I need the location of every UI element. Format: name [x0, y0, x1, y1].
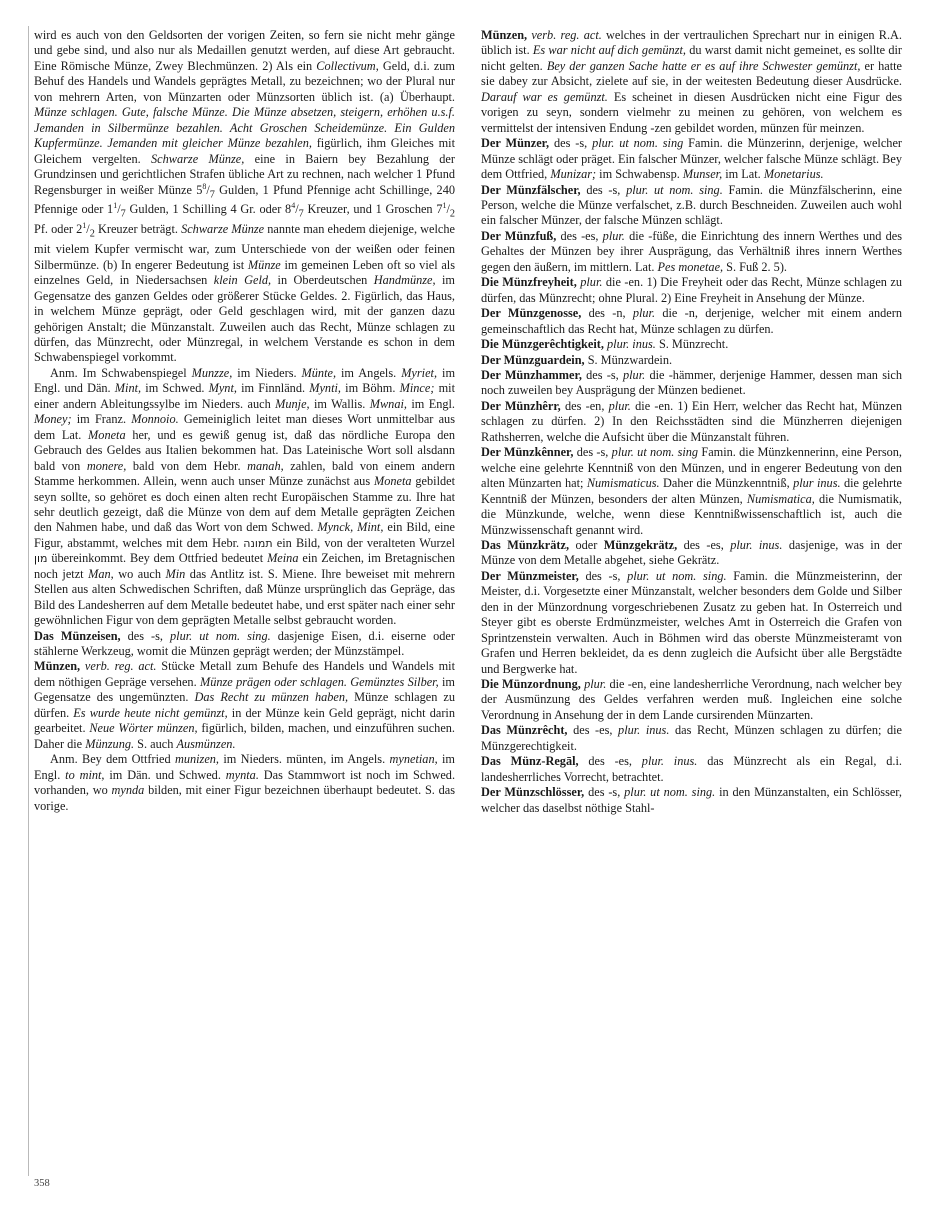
entry-muenzeisen: Das Münzeisen, des -s, plur. ut nom. sing. dasjenige Eisen, d.i. eiserne oder stählerne Werkzeug, womit die Münzen geprägt werden; der Münzstämpel.: [34, 628, 455, 659]
entry-muenzfaelscher: Der Münzfälscher, des -s, plur. ut nom. sing. Famin. die Münzfälscherinn, eine Person, welche die Münze verfalschet, z.B. durch Beschneiden. Zuweilen auch wohl ein falscher Münzer, der falsche Münzen schlägt.: [481, 182, 902, 228]
entry-muenzherr: Der Münzhêrr, des -en, plur. die -en. 1) Ein Herr, welcher das Recht hat, Münzen schlagen zu dürfen. 2) In den Reichsstädten sind die Münzherren diejenigen Rathsherren, welche die Aufsicht über die Münzanstalt führen.: [481, 398, 902, 444]
entry-muenzkenner: Der Münzkênner, des -s, plur. ut nom. sing Famin. die Münzkennerinn, eine Person, welche eine gelehrte Kenntniß von den Münzen, und in engerer Bedeutung von den alten Münzarten hat; Numismaticus. Daher die Münzkenntniß, plur inus. die gelehrte Kenntniß der Münzen, besonders der alten Münzen, Numismatica, die Numismatik, die Münzkunde, welche, wenn diese Kenntnißwissenschaftlich ist, auch die Münzwissenschaft genannt wird.: [481, 445, 903, 537]
entry-muenzguardein: Der Münzguardein, S. Münzwardein.: [481, 352, 673, 367]
page-number: 358: [34, 1178, 50, 1189]
entry-muenzrecht: Das Münzrêcht, des -es, plur. inus. das Recht, Münzen schlagen zu dürfen; die Münzgerechtigkeit.: [481, 723, 903, 753]
entry-muenzgenosse: Der Münzgenosse, des -n, plur. die -n, derjenige, welcher mit einem andern gemeinschaftlich das Recht hat, Münze schlagen zu dürfen.: [481, 306, 902, 336]
paragraph-anmerkung-muenzen: Anm. Bey dem Ottfried munizen, im Nieders. münten, im Angels. mynetian, im Engl. to mint, im Dän. und Schwed. mynta. Das Stammwort ist noch im Schwed. vorhanden, wo mynda bilden, mit einer Figur bezeichnen überhaupt bedeutet. S. das vorige.: [34, 752, 456, 813]
entry-muenzfreyheit: Die Münzfreyheit, plur. die -en. 1) Die Freyheit oder das Recht, Münze schlagen zu dürfen, das Münzrecht; ohne Plural. 2) Eine Freyheit in Ansehung der Münze.: [481, 275, 902, 305]
entry-muenzfuss: Der Münzfuß, des -es, plur. die -füße, die Einrichtung des innern Werthes und des Gehaltes der Münzen bey ihrer Ausprägung, das Verhältniß ihres innern Werthes gegen den äußern, im mittlern. Lat. Pes monetae, S. Fuß 2. 5).: [481, 228, 902, 274]
entry-muenzer: Der Münzer, des -s, plur. ut nom. sing Famin. die Münzerinn, derjenige, welcher Münze schlägt oder präget. Ein falscher Münzer, welcher falsche Münze schlägt. Bey dem Ottfried, Munizar; im Schwabensp. Munser, im Lat. Monetarius.: [481, 136, 902, 182]
paragraph-continuation: wird es auch von den Geldsorten der vorigen Zeiten, so fern sie nicht mehr gänge und gebe sind, und also nur als Medaillen genutzt werden, auf diese Art gebraucht. Eine Römische Münze, Zwey Blechmünzen. 2) Als ein Collectivum, Geld, d.i. zum Behuf des Handels und Wandels geprägtes Metall, zu bezeichnen; wo der Plural nur von mehrern Arten, von Münzarten oder Münzsorten üblich ist. (a) Überhaupt. Münze schlagen. Gute, falsche Münze. Die Münze absetzen, steigern, erhöhen u.s.f. Jemanden in Silbermünze bezahlen. Acht Groschen Scheidemünze. Ein Gulden Kupfermünze. Jemanden mit gleicher Münze bezahlen, figürlich, ihm Gleiches mit Gleichem vergelten. Schwarze Münze, eine in Baiern bey Bezahlung der Grundzinsen und gerichtlichen Strafen übliche Art zu rechnen, nach welcher 1 Pfund Regensburger in weißer Münze $5^8/_7$ Gulden, 1 Pfund Pfennige acht Schillinge, 240 Pfennige oder $1^1/_7$ Gulden, 1 Schilling 4 Gr. oder $8^4/_7$ Kreuzer, und 1 Groschen $7^1/_2$ Pf. oder $2^1/_2$ Kreuzer beträgt. Schwarze Münze nannte man ehedem diejenige, welche mit vielem Kupfer vermischt war, zum Unterschiede von der weißen oder feinen Silbermünze. (b) In engerer Bedeutung ist Münze im gemeinen Leben oft so viel als einzelnes Geld, in Niedersachsen klein Geld, in Oberdeutschen Handmünze, im Gegensatze des ganzen Geldes oder größerer Stücke Geldes. 2. Figürlich, das Haus, in welchem Münze geprägt, oder Geld geschlagen wird, mit der ganzen dazu gehörigen Anstalt; die Münzanstalt. Zuweilen auch das Recht, Münze schlagen zu dürfen, das Münzrecht, oder Münzregal, in welchem Verstande es schon in dem Schwabenspiegel vorkommt.: [34, 28, 456, 365]
entry-muenz-regal: Das Münz-Regāl, des -es, plur. inus. das Münzrecht als ein Regal, d.i. landesherrliches Vorrecht, betrachtet.: [481, 754, 903, 784]
left-column: [34, 28, 455, 1168]
entry-muenzschloesser: Der Münzschlösser, des -s, plur. ut nom. sing. in den Münzanstalten, ein Schlösser, welcher das daselbst nöthige Stahl-: [481, 785, 902, 815]
entry-muenzen-1: Münzen, verb. reg. act. Stücke Metall zum Behufe des Handels und Wandels mit dem nöthigen Gepräge versehen. Münze prägen oder schlagen. Gemünztes Silber, im Gegensatze des ungemünzten. Das Recht zu münzen haben, Münze schlagen zu dürfen. Es wurde heute nicht gemünzt, in der Münze kein Geld geprägt, nicht darin gearbeitet. Neue Wörter münzen, figürlich, bilden, machen, und einzuführen suchen. Daher die Münzung. S. auch Ausmünzen.: [34, 659, 456, 751]
entry-muenzgerechtigkeit: Die Münzgerêchtigkeit, plur. inus. S. Münzrecht.: [481, 337, 729, 352]
two-column-body: [34, 28, 902, 1168]
page-margin-rule: [28, 26, 29, 1176]
entry-muenzmeister: Der Münzmeister, des -s, plur. ut nom. sing. Famin. die Münzmeisterinn, der Meister, d.i. Vorgesetzte einer Münzanstalt, welcher besonders dem Golde und Silber den in der Münzordnung vorgeschriebenen Zusatz zu geben hat. In Osterreich und Steyer gibt es oberste Erdmünzmeister, welches Amt in Osterreich die Grafen von Sprintzenstein verwalten. Auch in Böhmen wird das oberste Münzmeisteramt von Grafen und Herren bekleidet, da es denn zugleich die Aufsicht über alle Bergstädte und Bergwerke hat.: [481, 568, 902, 676]
right-column: [481, 28, 902, 1168]
entry-muenzen-2: Münzen, verb. reg. act. welches in der vertraulichen Sprechart nur in einigen R.A. üblich ist. Es war nicht auf dich gemünzt, du warst damit nicht gemeinet, es sollte dir nicht gelten. Bey der ganzen Sache hatte er es auf ihre Schwester gemünzt, er hatte sie dabey zur Absicht, zielete auf sie, in der weitesten Bedeutung dieser Ausdrücke. Darauf war es gemünzt. Es scheinet in diesen Ausdrücken nicht eine Figur des vorigen zu seyn, sondern vielmehr zu meinen zu gehören, von welchem es vermittelst der intensiven Endung -zen gebildet worden, münzen für meinzen.: [481, 28, 902, 135]
entry-muenzordnung: Die Münzordnung, plur. die -en, eine landesherrliche Verordnung, nach welcher bey der Ausmünzung des Geldes verfahren werden muß. Ingleichen eine solche Verordnung in Ansehung der in dem Lande cursirenden Münzarten.: [481, 677, 902, 722]
entry-muenzkraetz: Das Münzkrätz, oder Münzgekrätz, des -es, plur. inus. dasjenige, was in der Münze von dem Metalle abgehet, siehe Gekrätz.: [481, 537, 902, 568]
entry-muenzhammer: Der Münzhammer, des -s, plur. die -hämmer, derjenige Hammer, dessen man sich noch zuweilen bey Ausprägung der Münzen bedienet.: [481, 367, 902, 398]
paragraph-anmerkung-muenze: Anm. Im Schwabenspiegel Munzze, im Nieders. Münte, im Angels. Myriet, im Engl. und Dän. Mint, im Schwed. Mynt, im Finnländ. Mynti, im Böhm. Mince; mit einer andern Ableitungssylbe im Nieders. auch Munje, im Wallis. Mwnai, im Engl. Money; im Franz. Monnoio. Gemeiniglich leitet man dieses Wort unmittelbar aus dem Lat. Moneta her, und es gewiß genug ist, daß das nördliche Europa den Gebrauch des Geldes aus Italien bekommen hat. Das Lateinische Wort soll alsdann bald von monere, bald von dem Hebr. manah, zahlen, bald von einem andern Stamme herkommen. Allein, wenn auch unser Münze zunächst aus Moneta gebildet seyn sollte, so gehöret es doch einen alten recht Europäischen Stamme zu. Ihre hat sehr deutlich gezeigt, daß die Münze von dem auf dem Metalle geprägten Zeichen den Nahmen habe, und daß das Wort von dem Schwed. Mynck, Mint, ein Bild, eine Figur, abstammt, welches mit dem Hebr. תמונה ein Bild, von der veralteten Wurzel מון übereinkommt. Bey dem Ottfried bedeutet Meina ein Zeichen, im Bretagnischen noch jetzt Man, wo auch Min das Antlitz ist. S. Miene. Ihre beweiset mit mehrern Stellen aus alten Schwedischen Schriften, daß Münze ursprünglich das Gepräge, das Bild des Landesherren auf dem Metalle bedeutet habe, und erst später nach einer sehr gewöhnlichen Figur von dem geprägten Metalle selbst gebraucht worden.: [34, 365, 456, 628]
